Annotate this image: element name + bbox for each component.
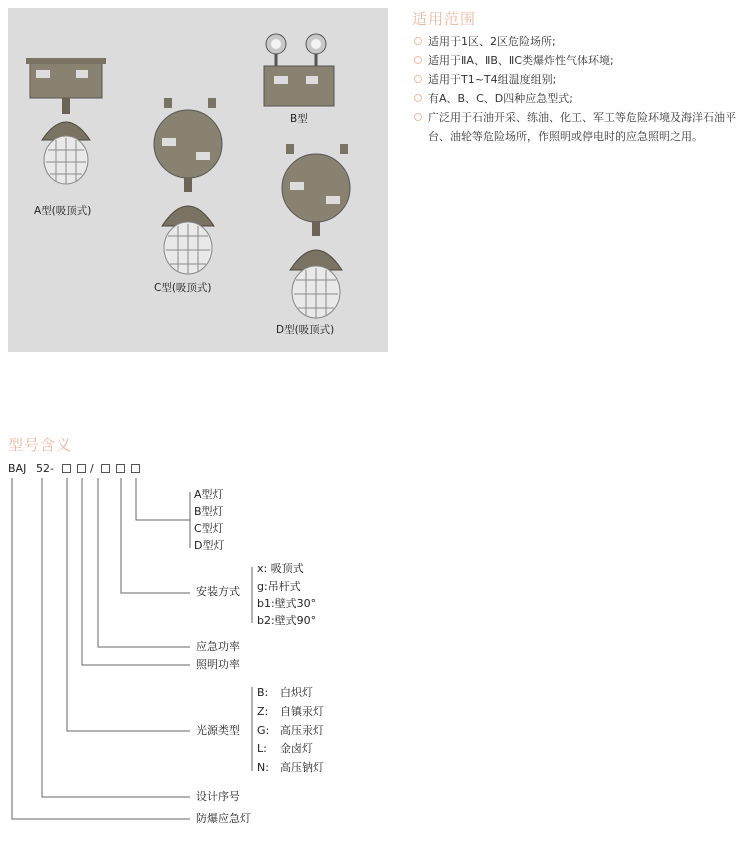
light-source-name: 金卤灯 bbox=[280, 742, 313, 755]
application-item: 有A、B、C、D四种应急型式; bbox=[412, 89, 744, 108]
application-title: 适用范围 bbox=[412, 10, 477, 28]
model-series: 52- bbox=[36, 462, 54, 475]
emergency-power-label: 应急功率 bbox=[196, 640, 240, 653]
lamp-c-caption: C型(吸顶式) bbox=[154, 282, 212, 294]
type-c-label: C型灯 bbox=[194, 522, 224, 535]
light-source-code: L: bbox=[257, 742, 267, 755]
type-d-label: D型灯 bbox=[194, 539, 225, 552]
light-source-name: 自镇汞灯 bbox=[280, 705, 324, 718]
light-source-code: B: bbox=[257, 686, 269, 699]
light-source-label: 光源类型 bbox=[196, 724, 240, 737]
type-b-label: B型灯 bbox=[194, 505, 224, 518]
lamp-d-caption: D型(吸顶式) bbox=[276, 324, 335, 336]
product-name-label: 防爆应急灯 bbox=[196, 812, 251, 825]
application-item: 适用于ⅡA、ⅡB、ⅡC类爆炸性气体环境; bbox=[412, 51, 744, 70]
install-label: 安装方式 bbox=[196, 585, 240, 598]
lamp-b-caption: B型 bbox=[290, 113, 308, 125]
lamp-a-caption: A型(吸顶式) bbox=[34, 205, 92, 217]
light-source-code: Z: bbox=[257, 705, 269, 718]
install-option: x: 吸顶式 bbox=[257, 562, 304, 575]
install-option: b1:壁式30° bbox=[257, 597, 317, 610]
light-source-name: 白炽灯 bbox=[280, 686, 313, 699]
light-source-name: 高压汞灯 bbox=[280, 724, 324, 737]
application-item: 广泛用于石油开采、练油、化工、军工等危险环境及海洋石油平台、油轮等危险场所，作照明或停电时的应急照明之用。 bbox=[412, 108, 744, 146]
type-a-label: A型灯 bbox=[194, 488, 224, 501]
lighting-power-label: 照明功率 bbox=[196, 658, 240, 671]
install-option: b2:壁式90° bbox=[257, 614, 317, 627]
application-item: 适用于T1~T4组温度组别; bbox=[412, 70, 744, 89]
install-option: g:吊杆式 bbox=[257, 580, 301, 593]
light-source-code: G: bbox=[257, 724, 270, 737]
light-source-code: N: bbox=[257, 761, 269, 774]
design-number-label: 设计序号 bbox=[196, 790, 240, 803]
light-source-name: 高压钠灯 bbox=[280, 761, 324, 774]
model-prefix: BAJ bbox=[8, 462, 27, 475]
model-title: 型号含义 bbox=[8, 436, 73, 454]
model-slash: / bbox=[90, 462, 94, 475]
application-item: 适用于1区、2区危险场所; bbox=[412, 32, 744, 51]
